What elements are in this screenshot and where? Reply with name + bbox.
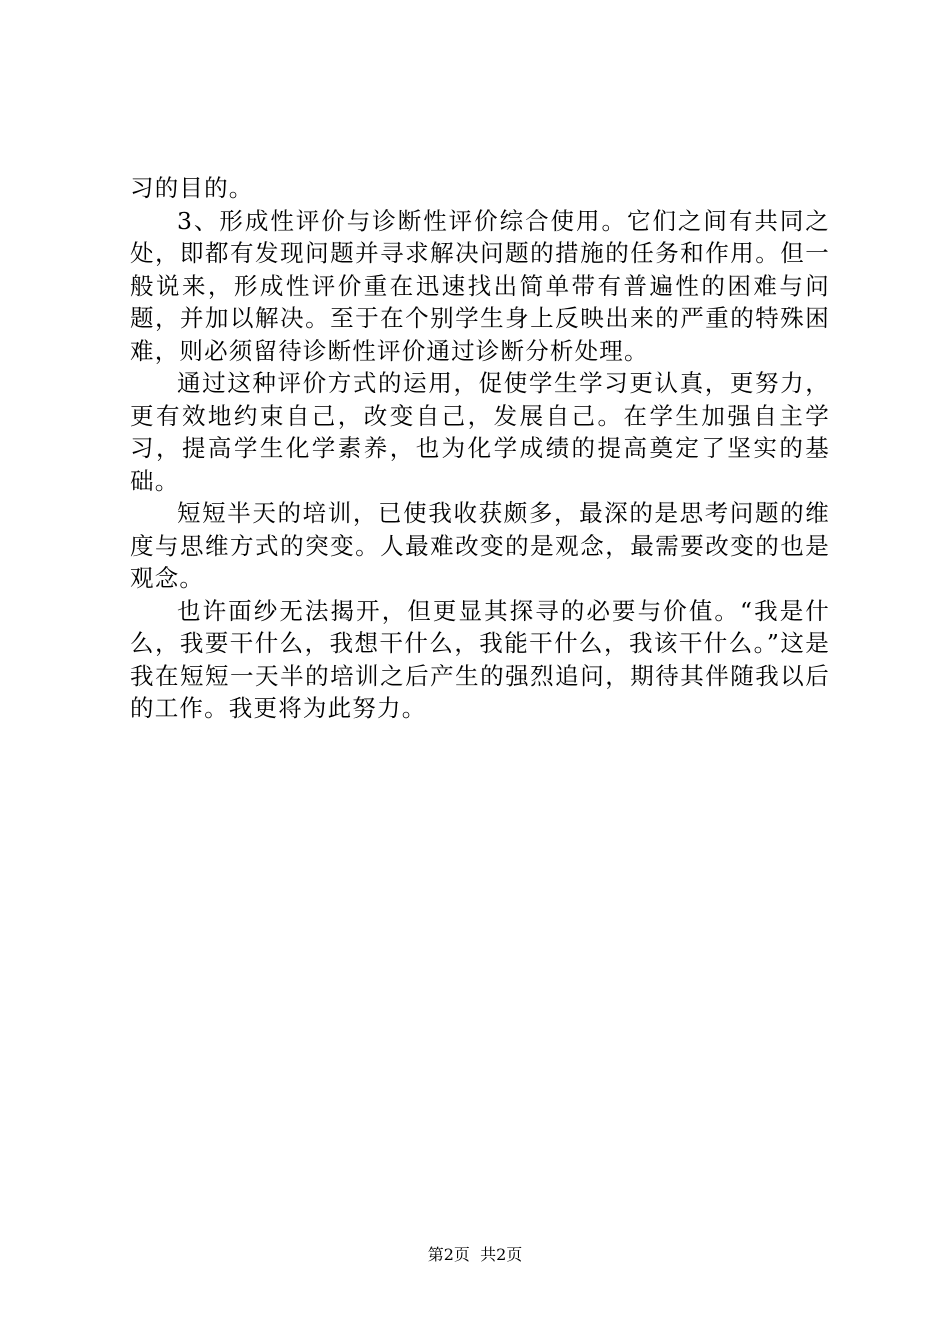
- document-body: [130, 172, 830, 725]
- paragraph-training-gain: 短短半天的培训，已使我收获颇多，最深的是思考问题的维度与思维方式的突变。人最难改变的是观念，最需要改变的也是观念。: [130, 499, 830, 592]
- paragraph-continuation: 习的目的。: [130, 174, 254, 202]
- page-number-total: 共2页: [480, 1245, 523, 1264]
- page-footer: [0, 1244, 950, 1266]
- paragraph-closing: 也许面纱无法揭开，但更显其探寻的必要与价值。“我是什么，我要干什么，我想干什么，我能干什么，我该干什么。”这是我在短短一天半的培训之后产生的强烈追问，期待其伴随我以后的工作。我更将为此努力。: [130, 596, 830, 722]
- footer-spacer: [470, 1245, 480, 1264]
- paragraph-item-3: 3、形成性评价与诊断性评价综合使用。它们之间有共同之处，即都有发现问题并寻求解决问题的措施的任务和作用。但一般说来，形成性评价重在迅速找出简单带有普遍性的困难与问题，并加以解决。至于在个别学生身上反映出来的严重的特殊困难，则必须留待诊断性评价通过诊断分析处理。: [130, 206, 830, 365]
- page-number-current: 第2页: [427, 1245, 470, 1264]
- paragraph-evaluation-effect: 通过这种评价方式的运用，促使学生学习更认真，更努力，更有效地约束自己，改变自己，发展自己。在学生加强自主学习，提高学生化学素养，也为化学成绩的提高奠定了坚实的基础。: [130, 369, 830, 495]
